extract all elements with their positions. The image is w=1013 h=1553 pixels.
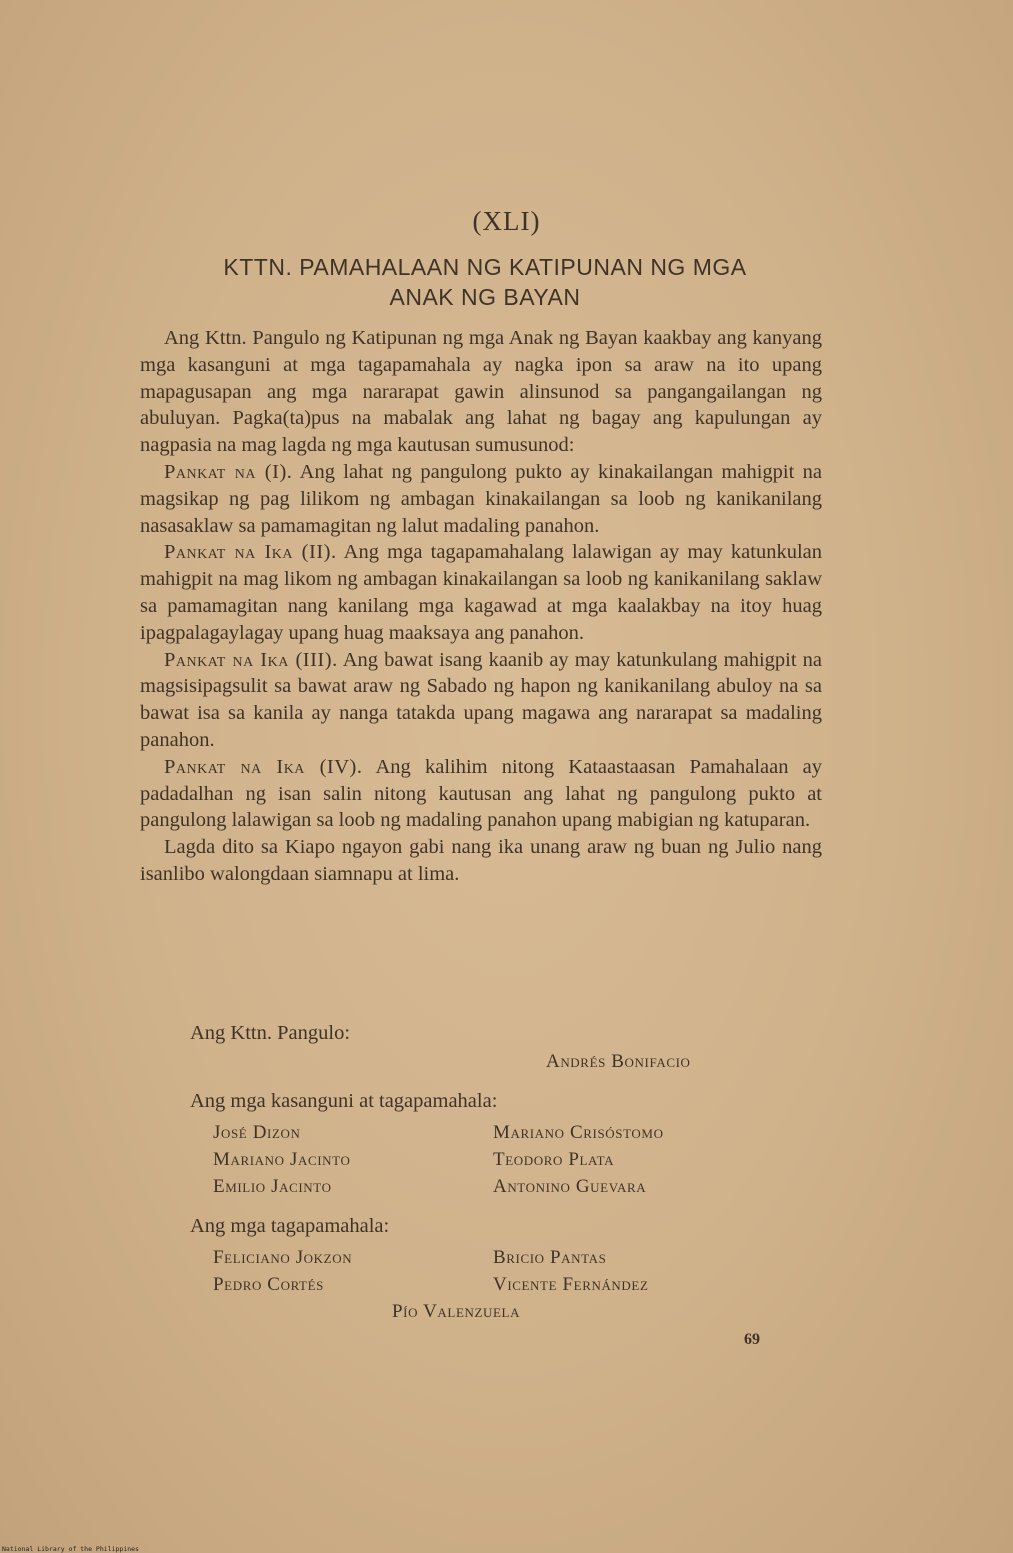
article-2-heading: Pankat na Ika (II). <box>164 541 337 564</box>
president-label: Ang Kttn. Pangulo: <box>190 1022 351 1044</box>
article-3 <box>140 647 822 754</box>
adviser-name: Emilio Jacinto <box>213 1176 332 1197</box>
manager-name: Vicente Fernández <box>493 1274 649 1295</box>
article-1 <box>140 459 822 539</box>
manager-name: Pío Valenzuela <box>392 1301 521 1322</box>
manager-name: Pedro Cortés <box>213 1274 324 1295</box>
advisers-label: Ang mga kasanguni at tagapamahala: <box>190 1090 498 1112</box>
article-4-text: Ang kalihim nitong Kataastaasan Pamahalaan ay padadalhan ng isan salin nitong kautusan ang lahat ng pangulong pukto at pangulong lalawigan sa loob ng madaling panahon upang mabigian ng katuparan. <box>140 755 822 832</box>
document-title <box>140 252 830 312</box>
article-4-heading: Pankat na Ika (IV). <box>164 755 363 778</box>
document-body <box>140 325 822 888</box>
managers-label: Ang mga tagapamahala: <box>190 1215 390 1237</box>
page-number: 69 <box>744 1331 760 1348</box>
article-2-text: Ang mga tagapamahalang lalawigan ay may katunkulan mahigpit na mag likom ng ambagan kinakailangan sa loob ng kanikanilang saklaw sa pamamagitan nang kanilang mga kagawad at mga kaalakbay na itoy huag ipagpalagaylagay upang huag maaksaya ang panahon. <box>140 541 822 644</box>
president-name: Andrés Bonifacio <box>546 1051 691 1072</box>
adviser-name: Mariano Jacinto <box>213 1149 351 1170</box>
article-4 <box>140 754 822 834</box>
footer-credit: National Library of the Philippines <box>2 1545 139 1553</box>
title-line-2: ANAK NG BAYAN <box>389 284 581 310</box>
article-1-heading: Pankat na (I). <box>164 460 293 483</box>
adviser-name: José Dizon <box>213 1122 301 1143</box>
adviser-name: Antonino Guevara <box>493 1176 647 1197</box>
article-3-text: Ang bawat isang kaanib ay may katunkulang mahigpit na magsisipagsulit sa bawat araw ng Sabado ng hapon ng kanikanilang abuloy na sa bawat isa sa kanila ay nanga tatakda upang magawa ang nararapat sa madaling panahon. <box>140 648 822 751</box>
document-numeral: (XLI) <box>472 206 541 236</box>
closing-paragraph: Lagda dito sa Kiapo ngayon gabi nang ika unang araw ng buan ng Julio nang isanlibo walongdaan siamnapu at lima. <box>140 836 822 885</box>
article-2 <box>140 539 822 646</box>
intro-paragraph: Ang Kttn. Pangulo ng Katipunan ng mga Anak ng Bayan kaakbay ang kanyang mga kasanguni at mga tagapamahala ay nagka ipon sa araw na ito upang mapagusapan ang mga nararapat gawin alinsunod sa pangangailangan ng abuluyan. Pagka(ta)pus na mabalak ang lahat ng bagay ang kapulungan ay nagpasia na mag lagda ng mga kautusan sumusunod: <box>140 327 822 457</box>
adviser-name: Mariano Crisóstomo <box>493 1122 664 1143</box>
adviser-name: Teodoro Plata <box>493 1149 615 1170</box>
title-line-1: KTTN. PAMAHALAAN NG KATIPUNAN NG MGA <box>223 254 747 280</box>
article-1-text: Ang lahat ng pangulong pukto ay kinakailangan mahigpit na magsikap ng pag lilikom ng ambagan kinakailangan sa loob ng kanikanilang nasasaklaw sa pamamagitan ng lalut madaling panahon. <box>140 460 822 537</box>
manager-name: Bricio Pantas <box>493 1247 607 1268</box>
manager-name: Feliciano Jokzon <box>213 1247 353 1268</box>
article-3-heading: Pankat na Ika (III). <box>164 648 338 671</box>
